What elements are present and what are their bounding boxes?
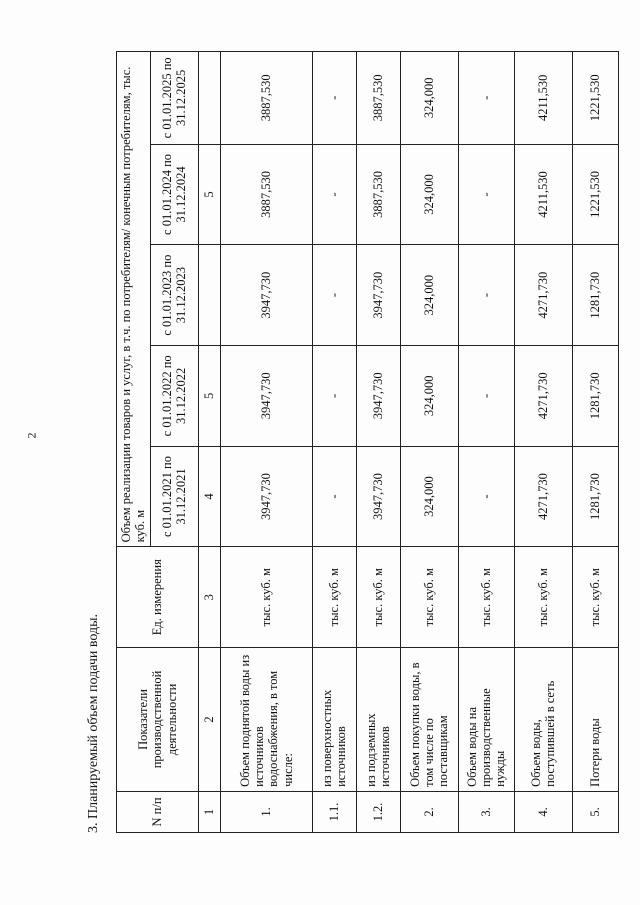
row-unit: тыс. куб. м bbox=[458, 547, 514, 648]
row-value: 4271,730 bbox=[514, 245, 572, 346]
numbering-cell-6 bbox=[198, 245, 220, 346]
row-num: 5. bbox=[572, 791, 618, 832]
row-value: 4211,530 bbox=[514, 144, 572, 245]
row-value: - bbox=[458, 346, 514, 447]
row-num: 4. bbox=[514, 791, 572, 832]
row-value: 4211,530 bbox=[514, 52, 572, 145]
row-value: 3887,530 bbox=[356, 52, 400, 145]
row-value: 1221,530 bbox=[572, 52, 618, 145]
rotated-page-content bbox=[82, 51, 640, 833]
header-volume-group: Объем реализации товаров и услуг, в т.ч. по потребителям/ конечным потребителям, тыс. куб. м bbox=[117, 52, 151, 547]
row-value: - bbox=[458, 52, 514, 145]
row-num: 1.2. bbox=[356, 791, 400, 832]
row-value: 3887,530 bbox=[220, 52, 312, 145]
row-value: 3887,530 bbox=[220, 144, 312, 245]
page-number: 2 bbox=[24, 432, 39, 439]
numbering-cell-5: 5 bbox=[198, 346, 220, 447]
row-value: - bbox=[458, 446, 514, 547]
header-indicator: Показатели производственной деятельности bbox=[117, 648, 199, 792]
row-value: 3887,530 bbox=[356, 144, 400, 245]
row-value: 1281,730 bbox=[572, 446, 618, 547]
numbering-cell-3: 3 bbox=[198, 547, 220, 648]
water-supply-table bbox=[116, 51, 619, 833]
table-row bbox=[458, 52, 514, 833]
row-value: 1281,730 bbox=[572, 346, 618, 447]
row-value: - bbox=[458, 144, 514, 245]
row-unit: тыс. куб. м bbox=[220, 547, 312, 648]
row-value: - bbox=[312, 245, 356, 346]
header-period-2: с 01.01.2022 по 31.12.2022 bbox=[150, 346, 198, 447]
row-value: 3947,730 bbox=[220, 346, 312, 447]
row-value: 324,000 bbox=[400, 144, 458, 245]
header-unit: Ед. измерения bbox=[117, 547, 199, 648]
row-indicator: из поверхностных источников bbox=[312, 648, 356, 792]
row-value: 324,000 bbox=[400, 245, 458, 346]
row-num: 3. bbox=[458, 791, 514, 832]
header-period-4: с 01.01.2024 по 31.12.2024 bbox=[150, 144, 198, 245]
table-row bbox=[514, 52, 572, 833]
header-period-5: с 01.01.2025 по 31.12.2025 bbox=[150, 52, 198, 145]
row-value: - bbox=[312, 346, 356, 447]
row-value: - bbox=[312, 52, 356, 145]
row-value: 324,000 bbox=[400, 346, 458, 447]
table-row bbox=[572, 52, 618, 833]
row-value: 4271,730 bbox=[514, 446, 572, 547]
row-unit: тыс. куб. м bbox=[572, 547, 618, 648]
row-value: 1281,730 bbox=[572, 245, 618, 346]
row-value: 324,000 bbox=[400, 446, 458, 547]
numbering-cell-2: 2 bbox=[198, 648, 220, 792]
row-indicator: Объем поднятой воды из источников водоснабжения, в том числе: bbox=[220, 648, 312, 792]
row-value: - bbox=[312, 144, 356, 245]
row-value: 3947,730 bbox=[220, 245, 312, 346]
row-value: 3947,730 bbox=[220, 446, 312, 547]
header-period-1: с 01.01.2021 по 31.12.2021 bbox=[150, 446, 198, 547]
table-row bbox=[312, 52, 356, 833]
row-unit: тыс. куб. м bbox=[356, 547, 400, 648]
row-unit: тыс. куб. м bbox=[400, 547, 458, 648]
table-row bbox=[356, 52, 400, 833]
header-period-3: с 01.01.2023 по 31.12.2023 bbox=[150, 245, 198, 346]
section-title: 3. Планируемый объем подачи воды. bbox=[86, 613, 101, 833]
row-indicator: Объем воды, поступившей в сеть bbox=[514, 648, 572, 792]
numbering-cell-8 bbox=[198, 52, 220, 145]
row-indicator: Объем покупки воды, в том числе по поставщикам bbox=[400, 648, 458, 792]
row-indicator: Потери воды bbox=[572, 648, 618, 792]
numbering-cell-1: 1 bbox=[198, 791, 220, 832]
table-row bbox=[220, 52, 312, 833]
table-row bbox=[400, 52, 458, 833]
row-value: 324,000 bbox=[400, 52, 458, 145]
row-value: 1221,530 bbox=[572, 144, 618, 245]
row-indicator: Объем воды на производственные нужды bbox=[458, 648, 514, 792]
row-unit: тыс. куб. м bbox=[514, 547, 572, 648]
row-unit: тыс. куб. м bbox=[312, 547, 356, 648]
row-value: 4271,730 bbox=[514, 346, 572, 447]
row-value: - bbox=[458, 245, 514, 346]
row-num: 1. bbox=[220, 791, 312, 832]
row-value: 3947,730 bbox=[356, 446, 400, 547]
row-value: 3947,730 bbox=[356, 346, 400, 447]
row-value: - bbox=[312, 446, 356, 547]
numbering-cell-7: 5 bbox=[198, 144, 220, 245]
numbering-cell-4: 4 bbox=[198, 446, 220, 547]
header-num: N п/п bbox=[117, 791, 199, 832]
row-num: 2. bbox=[400, 791, 458, 832]
row-indicator: из подземных источников bbox=[356, 648, 400, 792]
row-num: 1.1. bbox=[312, 791, 356, 832]
row-value: 3947,730 bbox=[356, 245, 400, 346]
